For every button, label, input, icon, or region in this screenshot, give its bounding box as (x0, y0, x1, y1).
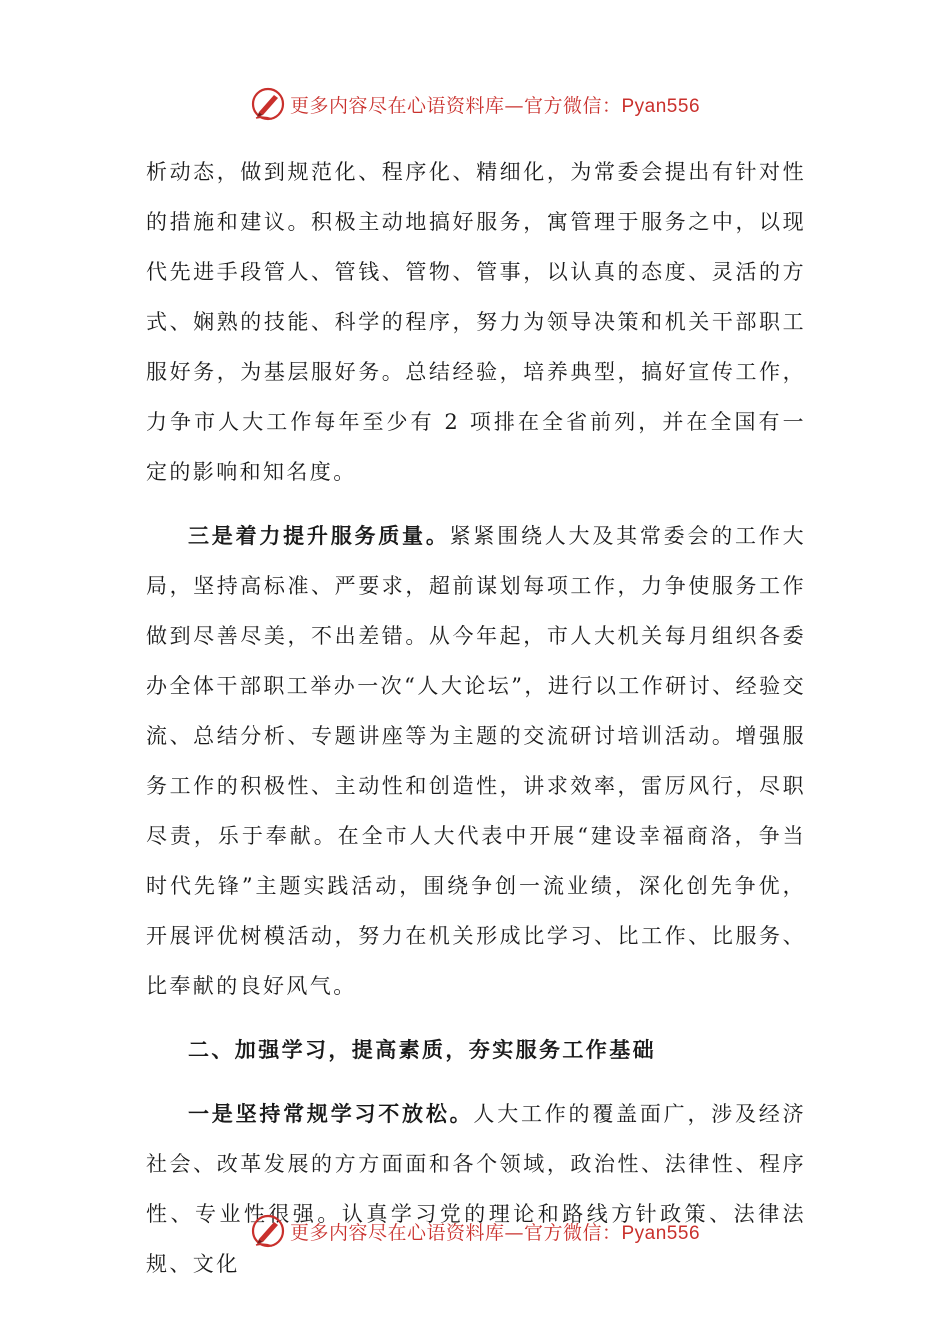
pen-logo-icon (250, 1213, 286, 1249)
banner-wechat-id: Pyan556 (621, 1222, 701, 1244)
paragraph-2-body: 紧紧围绕人大及其常委会的工作大局，坚持高标准、严要求，超前谋划每项工作，力争使服务工作做到尽善尽美，不出差错。从今年起，市人大机关每月组织各委办全体干部职工举办一次“人大论坛”，进行以工作研讨、经验交流、总结分析、专题讲座等为主题的交流研讨培训活动。增强服务工作的积极性、主动性和创造性，讲求效率，雷厉风行，尽职尽责，乐于奉献。在全市人大代表中开展“建设幸福商洛，争当时代先锋”主题实践活动，围绕争创一流业绩，深化创先争优，开展评优树模活动，努力在机关形成比学习、比工作、比服务、比奉献的良好风气。 (146, 524, 806, 998)
banner-label: 更多内容尽在心语资料库—官方微信： (289, 94, 622, 117)
footer-banner (0, 1209, 950, 1253)
banner-wechat-id: Pyan556 (621, 95, 701, 117)
paragraph-1: 析动态，做到规范化、程序化、精细化，为常委会提出有针对性的措施和建议。积极主动地搞好服务，寓管理于服务之中，以现代先进手段管人、管钱、管物、管事，以认真的态度、灵活的方式、娴熟的技能、科学的程序，努力为领导决策和机关干部职工服好务，为基层服好务。总结经验，培养典型，搞好宣传工作，力争市人大工作每年至少有 2 项排在全省前列，并在全国有一定的影响和知名度。 (146, 160, 806, 484)
paragraph-3-body: 人大工作的覆盖面广，涉及经济社会、改革发展的方方面面和各个领域，政治性、法律性、程序性、专业性很强。认真学习党的理论和路线方针政策、法律法规、文化 (146, 1102, 806, 1276)
document-body (146, 147, 806, 1289)
banner-label: 更多内容尽在心语资料库—官方微信： (289, 1221, 622, 1244)
banner-text (290, 91, 700, 118)
pen-logo-icon (250, 86, 286, 122)
section-heading-2: 二、加强学习，提高素质，夯实服务工作基础 (188, 1038, 656, 1062)
paragraph-3-lead: 一是坚持常规学习不放松。 (188, 1102, 474, 1126)
header-banner (0, 82, 950, 126)
paragraph-3 (146, 1089, 806, 1289)
banner-text (290, 1218, 700, 1245)
paragraph-2 (146, 511, 806, 1011)
paragraph-2-lead: 三是着力提升服务质量。 (188, 524, 450, 548)
